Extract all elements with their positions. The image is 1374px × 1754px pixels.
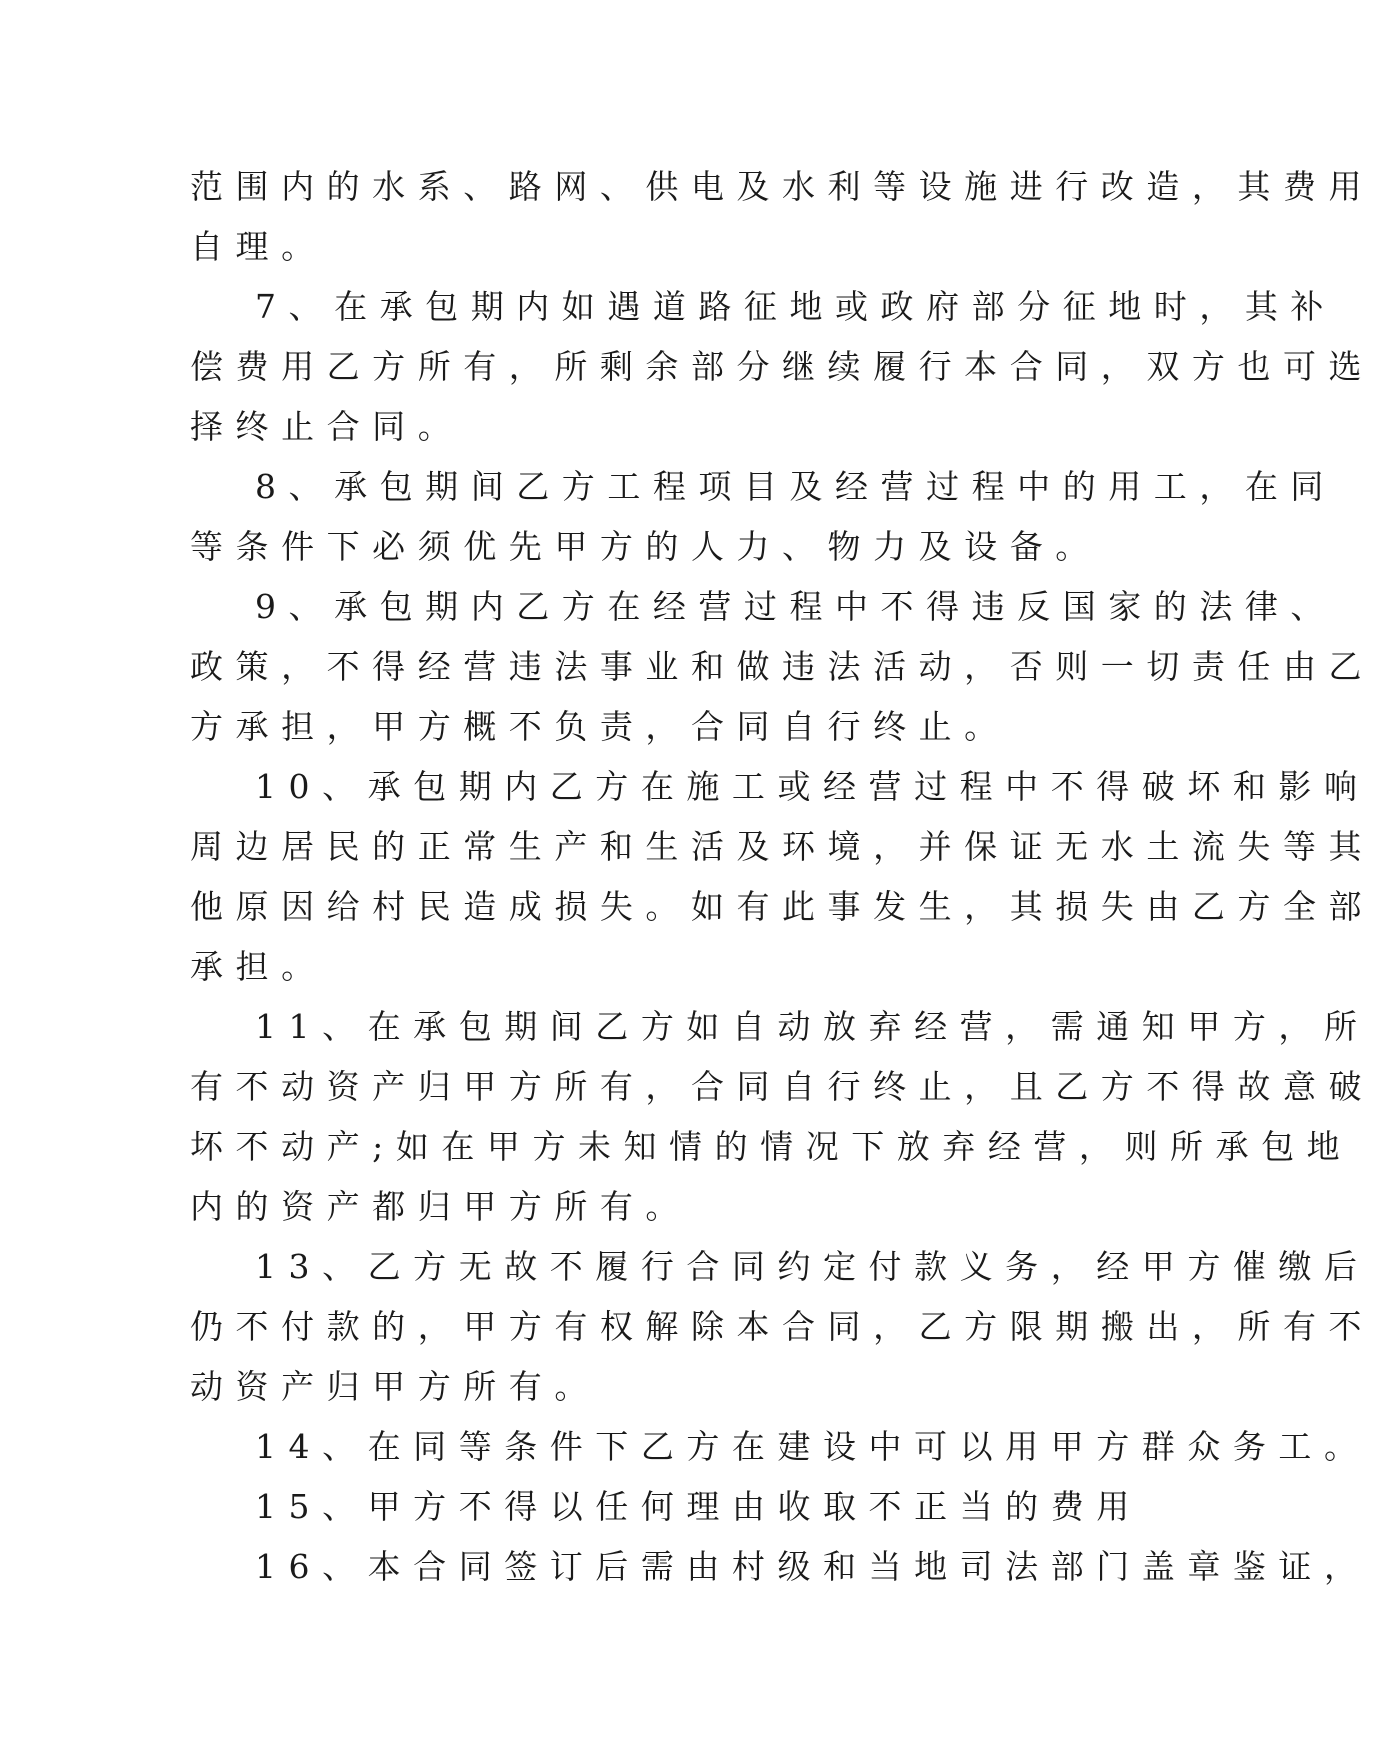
text-line: 范围内的水系、路网、供电及水利等设施进行改造，其费用 [190, 167, 1374, 206]
text-line: 自理。 [190, 227, 327, 266]
paragraph-10-start: 10、承包期内乙方在施工或经营过程中不得破坏和影响 [255, 767, 1370, 806]
text-line: 内的资产都归甲方所有。 [190, 1187, 691, 1226]
text-line: 仍不付款的，甲方有权解除本合同，乙方限期搬出，所有不 [190, 1307, 1374, 1346]
paragraph-14: 14、在同等条件下乙方在建设中可以用甲方群众务工。 [255, 1427, 1370, 1466]
paragraph-8-start: 8、承包期间乙方工程项目及经营过程中的用工，在同 [255, 467, 1336, 506]
text-line: 择终止合同。 [190, 407, 464, 446]
text-line: 方承担，甲方概不负责，合同自行终止。 [190, 707, 1010, 746]
text-line: 有不动资产归甲方所有，合同自行终止，且乙方不得故意破 [190, 1067, 1374, 1106]
paragraph-15: 15、甲方不得以任何理由收取不正当的费用 [255, 1487, 1142, 1526]
text-line: 周边居民的正常生产和生活及环境，并保证无水土流失等其 [190, 827, 1374, 866]
text-line: 等条件下必须优先甲方的人力、物力及设备。 [190, 527, 1101, 566]
paragraph-13-start: 13、乙方无故不履行合同约定付款义务，经甲方催缴后 [255, 1247, 1370, 1286]
paragraph-11-start: 11、在承包期间乙方如自动放弃经营，需通知甲方，所 [255, 1007, 1370, 1046]
text-line: 偿费用乙方所有，所剩余部分继续履行本合同，双方也可选 [190, 347, 1374, 386]
text-line: 他原因给村民造成损失。如有此事发生，其损失由乙方全部 [190, 887, 1374, 926]
paragraph-7-start: 7、在承包期内如遇道路征地或政府部分征地时，其补 [255, 287, 1336, 326]
text-line: 坏不动产;如在甲方未知情的情况下放弃经营，则所承包地 [190, 1127, 1353, 1166]
paragraph-9-start: 9、承包期内乙方在经营过程中不得违反国家的法律、 [255, 587, 1336, 626]
text-line: 政策，不得经营违法事业和做违法活动，否则一切责任由乙 [190, 647, 1374, 686]
text-line: 动资产归甲方所有。 [190, 1367, 600, 1406]
text-line: 承担。 [190, 947, 327, 986]
paragraph-16-start: 16、本合同签订后需由村级和当地司法部门盖章鉴证， [255, 1547, 1370, 1586]
